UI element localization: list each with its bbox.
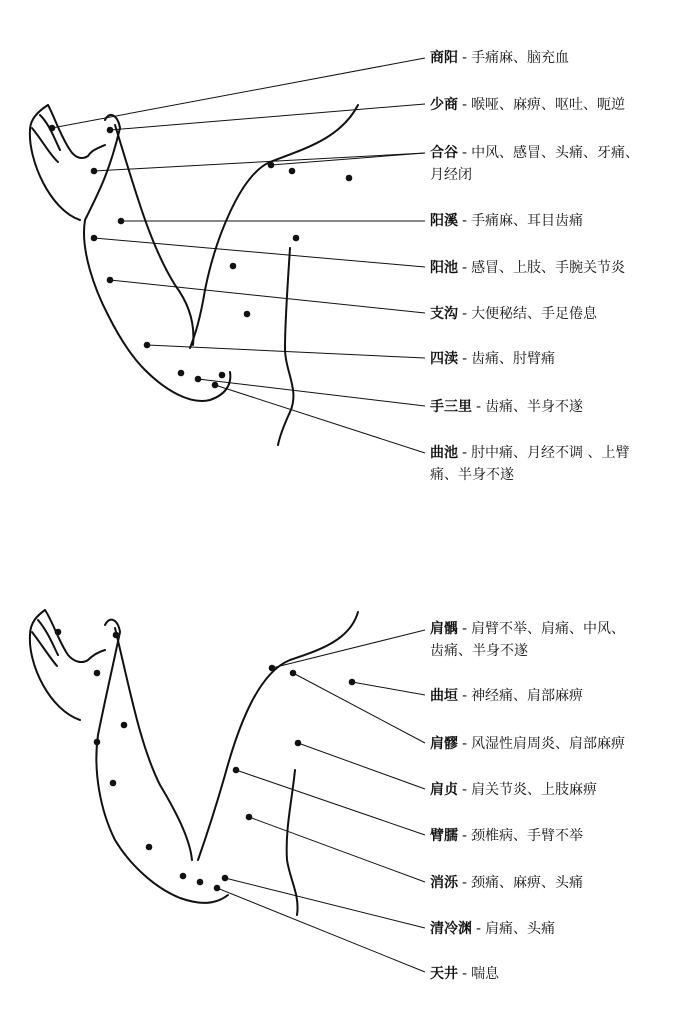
acupoint-dot [222, 875, 229, 882]
point-name: 肩贞 [430, 782, 458, 798]
acupoint-dot [146, 844, 153, 851]
label-qinglengyuan [430, 918, 555, 940]
leader-line [215, 385, 425, 453]
point-desc: 中风、感冒、头痛、牙痛、 [471, 145, 640, 161]
point-desc-line2: 痛、半身不遂 [430, 467, 514, 483]
point-name: 清冷渊 [430, 921, 472, 937]
point-name: 阳溪 [430, 213, 458, 229]
label-jianyu [430, 618, 625, 662]
acupoint-dot [91, 168, 98, 175]
point-name: 阳池 [430, 260, 458, 276]
acupoint-dot [212, 382, 219, 389]
acupoint-dot [214, 885, 221, 892]
point-name: 天井 [430, 966, 458, 982]
point-desc: 颈椎病、手臂不举 [471, 828, 584, 844]
acupoint-dot [110, 780, 117, 787]
separator: - [462, 688, 468, 704]
point-desc: 手痛麻、脑充血 [471, 50, 570, 66]
leader-line [94, 238, 425, 267]
arm-outline-top [30, 105, 358, 445]
point-desc: 喉哑、麻痹、呕吐、呃逆 [471, 97, 626, 113]
acupoint-dot [195, 376, 202, 383]
point-name: 支沟 [430, 306, 458, 322]
leader-line [52, 58, 425, 128]
leader-line [272, 630, 425, 668]
acupoint-dot [295, 740, 302, 747]
point-name: 商阳 [430, 50, 458, 66]
point-desc: 手痛麻、耳目齿痛 [471, 213, 584, 229]
acupoint-dot [55, 629, 62, 636]
separator: - [476, 399, 482, 415]
label-tianjing [430, 963, 499, 985]
leader-line [217, 888, 425, 972]
point-name: 曲池 [430, 445, 458, 461]
acupoint-dot [230, 263, 237, 270]
separator: - [462, 966, 468, 982]
acupoint-dot [94, 739, 101, 746]
point-name: 合谷 [430, 145, 458, 161]
acupoint-dot [349, 679, 356, 686]
acupoint-dot [219, 372, 226, 379]
label-binao [430, 825, 583, 847]
label-yangchi [430, 257, 625, 279]
acupoint-dot [346, 175, 353, 182]
label-quyuan [430, 685, 583, 707]
point-name: 消泺 [430, 875, 458, 891]
point-desc: 颈痛、麻痹、头痛 [471, 875, 584, 891]
acupoint-dot [233, 767, 240, 774]
acupoint-dot [91, 235, 98, 242]
label-zhigou [430, 303, 597, 325]
acupoint-dot [197, 879, 204, 886]
point-desc-line2: 齿痛、半身不遂 [430, 643, 528, 659]
leader-line [298, 743, 425, 789]
arm-outline-bottom [30, 610, 358, 915]
label-xiaoluo [430, 872, 583, 894]
point-desc: 风湿性肩周炎、肩部麻痹 [471, 736, 626, 752]
label-shousanli [430, 396, 583, 418]
separator: - [462, 351, 468, 367]
point-name: 手三里 [430, 399, 472, 415]
point-desc: 感冒、上肢、手腕关节炎 [471, 260, 626, 276]
acupoint-dot [293, 235, 300, 242]
separator: - [462, 50, 468, 66]
point-desc: 肩臂不举、肩痛、中风、 [471, 621, 626, 637]
separator: - [462, 782, 468, 798]
acupoint-dot [180, 873, 187, 880]
point-desc: 肩关节炎、上肢麻痹 [471, 782, 598, 798]
point-name: 四渎 [430, 351, 458, 367]
label-hegu [430, 142, 639, 186]
label-jianzhen [430, 779, 597, 801]
acupoint-dot [113, 632, 120, 639]
leader-line [271, 153, 425, 165]
label-yangxi [430, 210, 583, 232]
point-desc: 齿痛、肘臂痛 [471, 351, 556, 367]
acupoint-dot [121, 722, 128, 729]
point-desc: 喘息 [471, 966, 500, 982]
point-name: 曲垣 [430, 688, 458, 704]
separator: - [462, 260, 468, 276]
acupoint-dot [107, 277, 114, 284]
point-desc: 齿痛、半身不遂 [485, 399, 584, 415]
acupoint-dot [269, 665, 276, 672]
point-desc: 肘中痛、月经不调 、上臂 [471, 445, 630, 461]
point-desc-line2: 月经闭 [430, 167, 472, 183]
separator: - [462, 213, 468, 229]
separator: - [462, 97, 468, 113]
point-name: 臂臑 [430, 828, 458, 844]
point-name: 少商 [430, 97, 458, 113]
label-jianliao [430, 733, 625, 755]
acupoint-dot [290, 670, 297, 677]
point-name: 肩髎 [430, 736, 458, 752]
leader-line [110, 280, 425, 313]
label-shangyang [430, 47, 569, 69]
acupoint-dot [244, 311, 251, 318]
acupoint-dot [246, 814, 253, 821]
separator: - [462, 736, 468, 752]
leader-line [198, 379, 425, 406]
separator: - [462, 445, 468, 461]
acupoint-dot [94, 670, 101, 677]
label-quchi [430, 442, 630, 486]
point-desc: 神经痛、肩部麻痹 [471, 688, 584, 704]
leader-line [352, 682, 425, 695]
acupoint-dot [289, 168, 296, 175]
separator: - [462, 145, 468, 161]
separator: - [462, 621, 468, 637]
acupoint-dot [178, 370, 185, 377]
acupoint-dot [107, 127, 114, 134]
label-sidu [430, 348, 555, 370]
separator: - [476, 921, 482, 937]
acupoint-dot [268, 162, 275, 169]
acupoint-dot [144, 342, 151, 349]
point-desc: 大便秘结、手足倦息 [471, 306, 598, 322]
label-shaoshang [430, 94, 625, 116]
separator: - [462, 306, 468, 322]
acupoint-dot [118, 218, 125, 225]
point-name: 肩髃 [430, 621, 458, 637]
acupoint-dot [49, 125, 56, 132]
leader-line [236, 770, 425, 835]
separator: - [462, 875, 468, 891]
leader-line [249, 817, 425, 882]
point-desc: 肩痛、头痛 [485, 921, 556, 937]
separator: - [462, 828, 468, 844]
